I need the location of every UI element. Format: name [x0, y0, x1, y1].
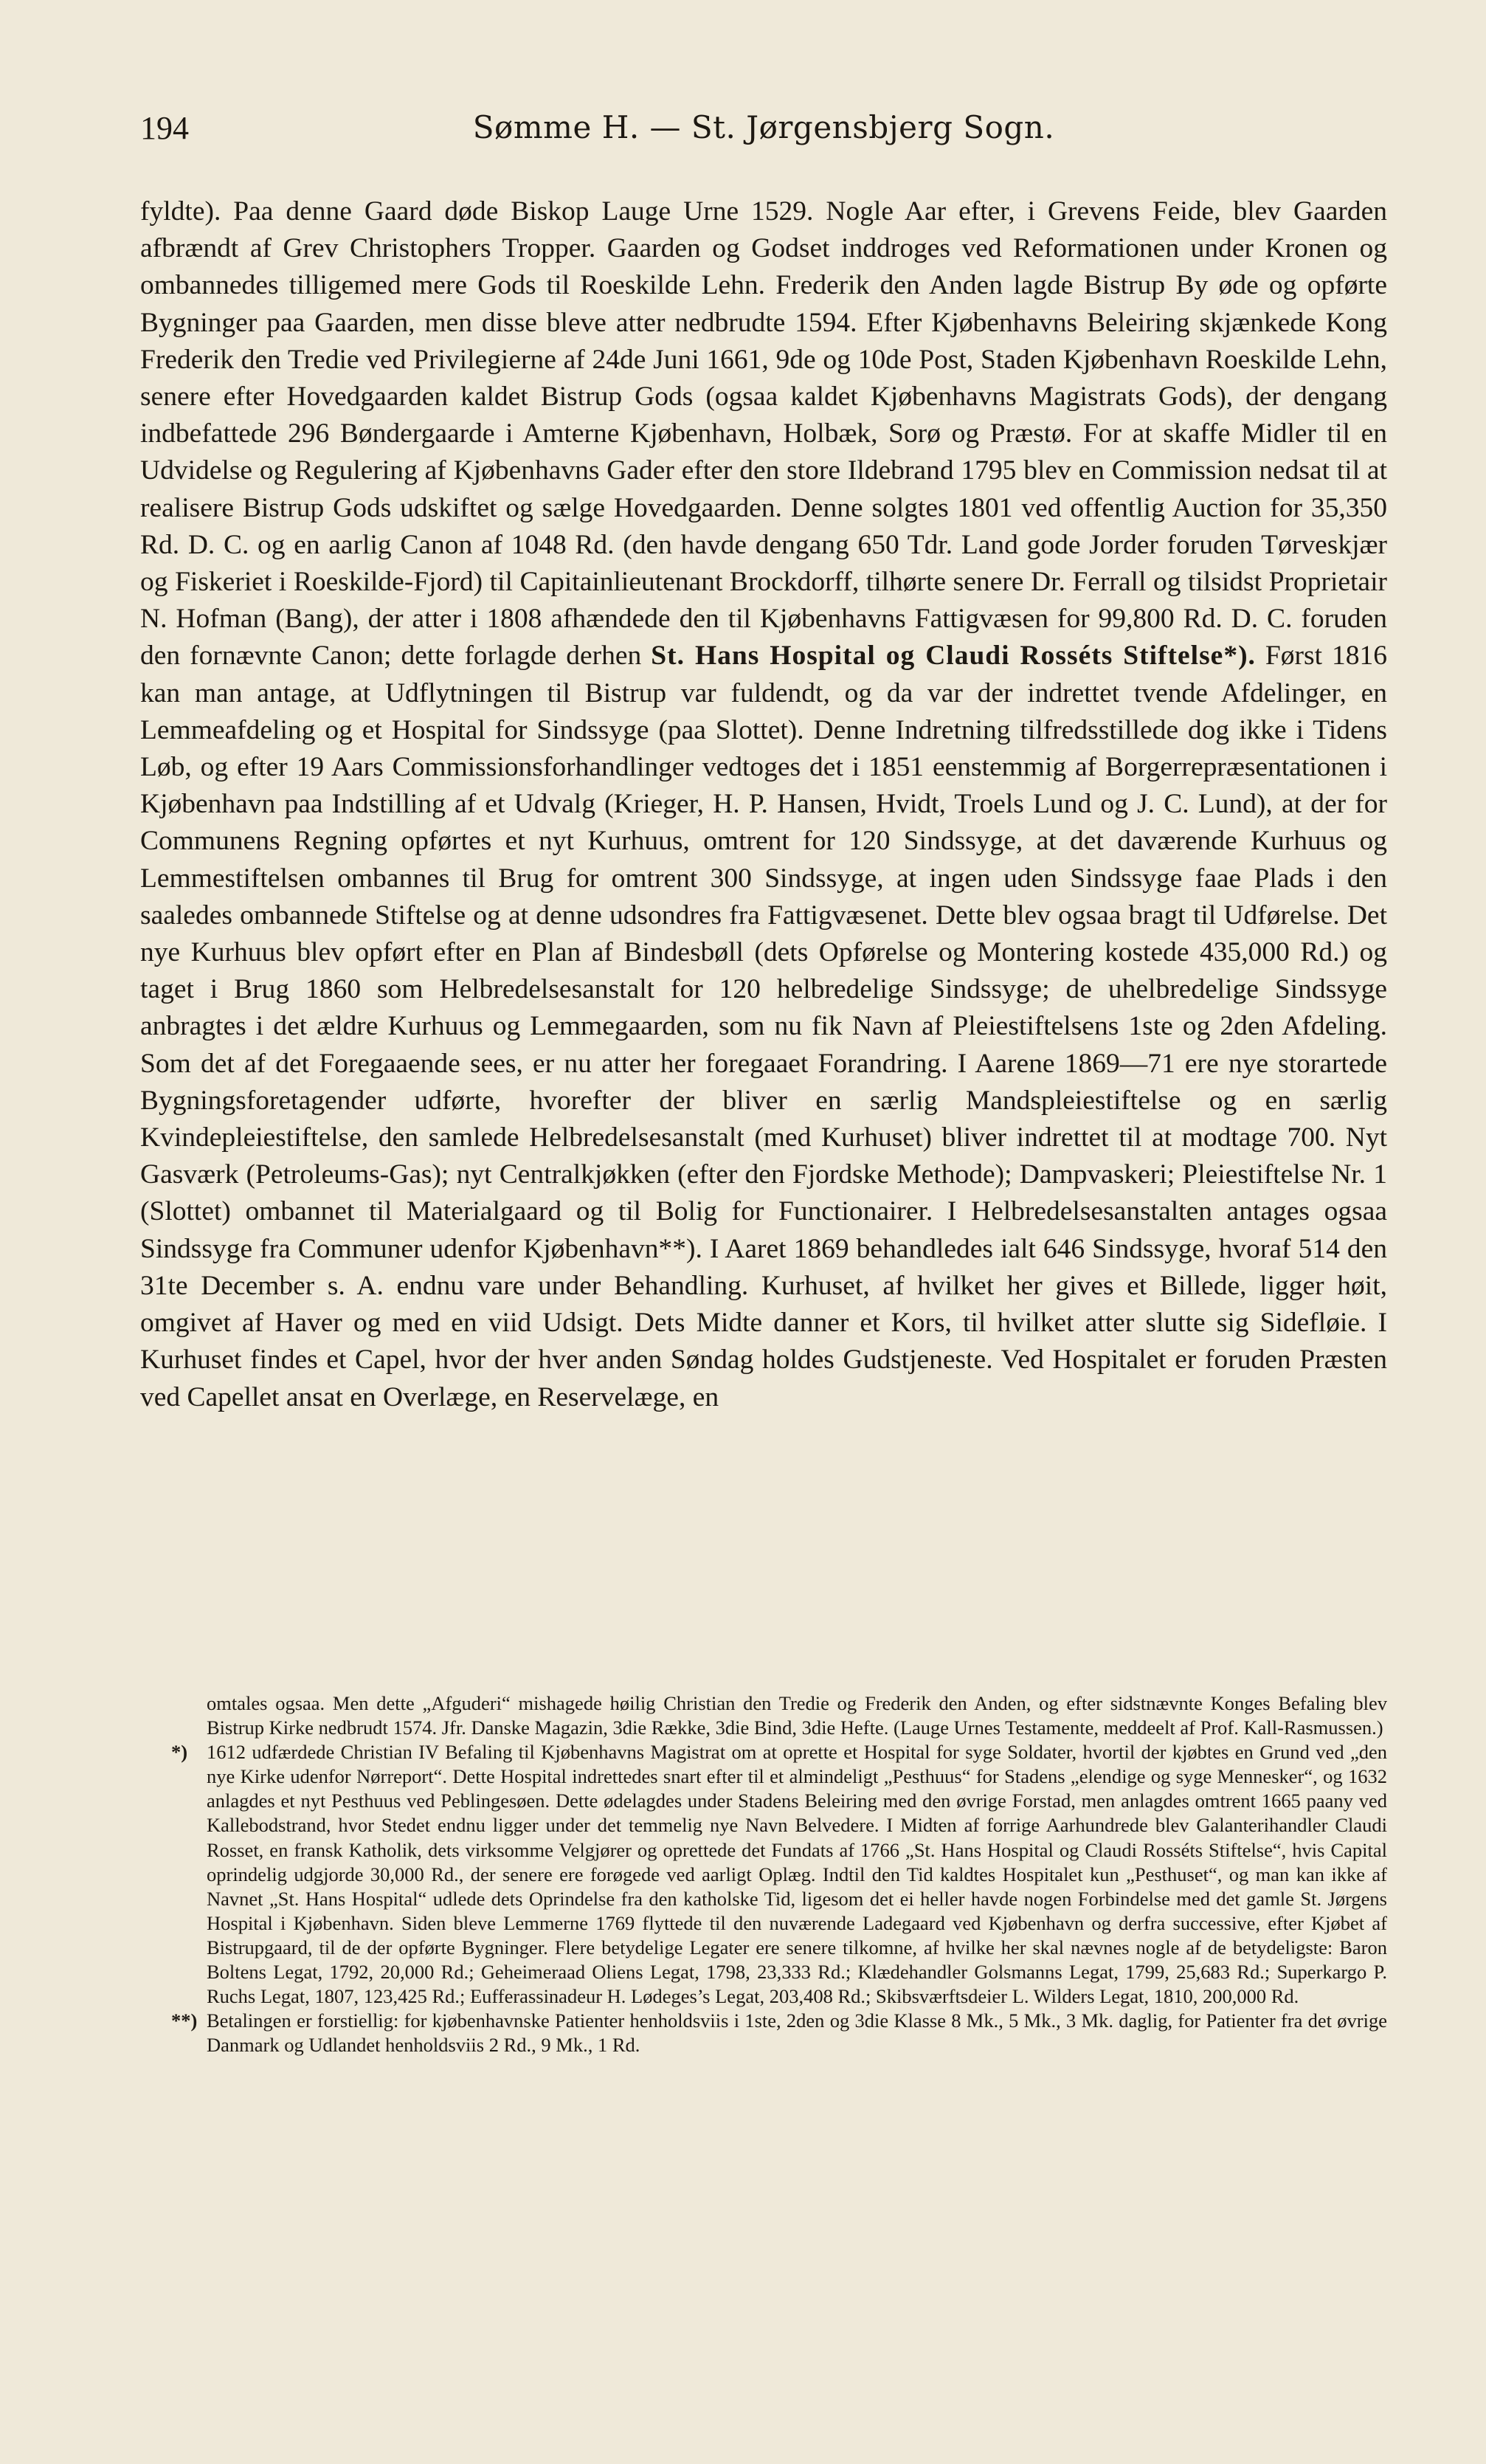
page-header: [140, 109, 1387, 153]
running-title: Sømme H. — St. Jørgensbjerg Sogn.: [472, 109, 1055, 145]
footnotes: [171, 1691, 1387, 2057]
footnote-1: [171, 1740, 1387, 2009]
footnote-2: [171, 2009, 1387, 2057]
main-text-part-2: Først 1816 kan man antage, at Udflytningen til Bistrup var fuldendt, og da var der indrettet tvende Afdelinger, en Lemmeafdeling og et Hospital for Sindssyge (paa Slottet). Denne Indretning tilfredsstillede dog ikke i Tidens Løb, og efter 19 Aars Commissionsforhandlinger vedtoges det i 1851 eenstemmig af Borgerrepræsentationen i Kjøbenhavn paa Indstilling af et Udvalg (Krieger, H. P. Hansen, Hvidt, Troels Lund og J. C. Lund), at der for Communens Regning opførtes et nyt Kurhuus, omtrent for 120 Sindssyge, at det daværende Kurhuus og Lemmestiftelsen ombannes til Brug for omtrent 300 Sindssyge, at ingen uden Sindssyge faae Plads i den saaledes ombannede Stiftelse og at denne udsondres fra Fattigvæsenet. Dette blev ogsaa bragt til Udførelse. Det nye Kurhuus blev opført efter en Plan af Bindesbøll (dets Opførelse og Montering kostede 435,000 Rd.) og taget i Brug 1860 som Helbredelsesanstalt for 120 helbredelige Sindssyge; de uhelbredelige Sindssyge anbragtes i det ældre Kurhuus og Lemmegaarden, som nu fik Navn af Pleiestiftelsens 1ste og 2den Afdeling. Som det af det Foregaaende sees, er nu atter her foregaaet Forandring. I Aarene 1869—71 ere nye storartede Bygningsforetagender udførte, hvorefter der bliver en særlig Mandspleiestiftelse og en særlig Kvindepleiestiftelse, den samlede Helbredelsesanstalt (med Kurhuset) bliver indrettet til at modtage 700. Nyt Gasværk (Petroleums-Gas); nyt Centralkjøkken (efter den Fjordske Methode); Dampvaskeri; Pleiestiftelse Nr. 1 (Slottet) ombannet til Materialgaard og til Bolig for Functionairer. I Helbredelsesanstalten antages ogsaa Sindssyge fra Communer udenfor Kjøbenhavn**). I Aaret 1869 behandledes ialt 646 Sindssyge, hvoraf 514 den 31te December s. A. endnu vare under Behandling. Kurhuset, af hvilket her gives et Billede, ligger høit, omgivet af Haver og med en viid Udsigt. Dets Midte danner et Kors, til hvilket atter slutte sig Sidefløie. I Kurhuset findes et Capel, hvor der hver anden Søndag holdes Gudstjeneste. Ved Hospitalet er foruden Præsten ved Capellet ansat en Overlæge, en Reservelæge, en: [140, 641, 1388, 1412]
page-number: 194: [140, 110, 189, 146]
main-text-part-1: fyldte). Paa denne Gaard døde Biskop Lauge Urne 1529. Nogle Aar efter, i Grevens Feide, blev Gaarden afbrændt af Grev Christophers Tropper. Gaarden og Godset inddroges ved Reformationen under Kronen og ombannedes tilligemed mere Gods til Roeskilde Lehn. Frederik den Anden lagde Bistrup By øde og opførte Bygninger paa Gaarden, men disse bleve atter nedbrudte 1594. Efter Kjøbenhavns Beleiring skjænkede Kong Frederik den Tredie ved Privilegierne af 24de Juni 1661, 9de og 10de Post, Staden Kjøbenhavn Roeskilde Lehn, senere efter Hovedgaarden kaldet Bistrup Gods (ogsaa kaldet Kjøbenhavns Magistrats Gods), der dengang indbefattede 296 Bøndergaarde i Amterne Kjøbenhavn, Holbæk, Sorø og Præstø. For at skaffe Midler til en Udvidelse og Regulering af Kjøbenhavns Gader efter den store Ildebrand 1795 blev en Commission nedsat til at realisere Bistrup Gods udskiftet og sælge Hovedgaarden. Denne solgtes 1801 ved offentlig Auction for 35,350 Rd. D. C. og en aarlig Canon af 1048 Rd. (den havde dengang 650 Tdr. Land gode Jorder foruden Tørveskjær og Fiskeriet i Roeskilde-Fjord) til Capitainlieutenant Brockdorff, tilhørte senere Dr. Ferrall og tilsidst Proprietair N. Hofman (Bang), der atter i 1808 afhændede den til Kjøbenhavns Fattigvæsen for 99,800 Rd. D. C. foruden den fornævnte Canon; dette forlagde derhen: [140, 196, 1387, 672]
footnote-2-text: Betalingen er forstiellig: for kjøbenhavnske Patienter henholdsviis i 1ste, 2den og 3die Klasse 8 Mk., 5 Mk., 3 Mk. daglig, for Patienter fra det øvrige Danmark og Udlandet henholdsviis 2 Rd., 9 Mk., 1 Rd.: [207, 2009, 1387, 2057]
main-paragraph: [140, 193, 1387, 1416]
footnote-continuation: omtales ogsaa. Men dette „Afguderi“ mishagede høilig Christian den Tredie og Frederik den Anden, og efter sidstnævnte Konges Befaling blev Bistrup Kirke nedbrudt 1574. Jfr. Danske Magazin, 3die Række, 3die Bind, 3die Hefte. (Lauge Urnes Testamente, meddeelt af Prof. Kall-Rasmussen.): [207, 1692, 1387, 1739]
institution-name: St. Hans Hospital og Claudi Rosséts Stiftelse*).: [651, 641, 1256, 672]
footnote-2-marker: **): [171, 2009, 198, 2032]
footnote-1-marker: *): [171, 1741, 188, 1764]
footnote-1-text: 1612 udfærdede Christian IV Befaling til Kjøbenhavns Magistrat om at oprette et Hospital for syge Soldater, hvortil der kjøbtes en Grund ved „den nye Kirke udenfor Nørreport“. Dette Hospital indrettedes snart efter til et almindeligt „Pesthuus“ for Stadens „elendige og syge Mennesker“, og 1632 anlagdes et nyt Pesthuus ved Peblingesøen. Dette ødelagdes under Stadens Beleiring med den øvrige Forstad, men anlagdes omtrent 1665 paany ved Kallebodstrand, hvor Stedet endnu ligger under det temmelig nye Navn Belvedere. I Midten af forrige Aarhundrede blev Galanterihandler Claudi Rosset, en fransk Katholik, dets virksomme Velgjører og oprettede det Fundats af 1766 „St. Hans Hospital og Claudi Rosséts Stiftelse“, hvis Capital oprindelig udgjorde 30,000 Rd., der senere ere forøgede ved aarligt Oplæg. Indtil den Tid kaldtes Hospitalet kun „Pesthuset“, og man kan ikke af Navnet „St. Hans Hospital“ udlede dets Oprindelse fra den katholske Tid, ligesom det ei heller havde nogen Forbindelse med det gamle St. Jørgens Hospital i Kjøbenhavn. Siden bleve Lemmerne 1769 flyttede til den nuværende Ladegaard ved Kjøbenhavn og derfra successive, efter Kjøbet af Bistrupgaard, til de der opførte Bygninger. Flere betydelige Legater ere senere tilkomne, af hvilke her skal nævnes nogle af de betydeligste: Baron Boltens Legat, 1792, 20,000 Rd.; Geheimeraad Oliens Legat, 1798, 23,333 Rd.; Klædehandler Golsmanns Legat, 1799, 25,683 Rd.; Superkargo P. Ruchs Legat, 1807, 123,425 Rd.; Eufferassinadeur H. Lødeges’s Legat, 203,408 Rd.; Skibsværftsdeier L. Wilders Legat, 1810, 200,000 Rd.: [207, 1741, 1387, 2008]
main-text: [140, 193, 1387, 1416]
